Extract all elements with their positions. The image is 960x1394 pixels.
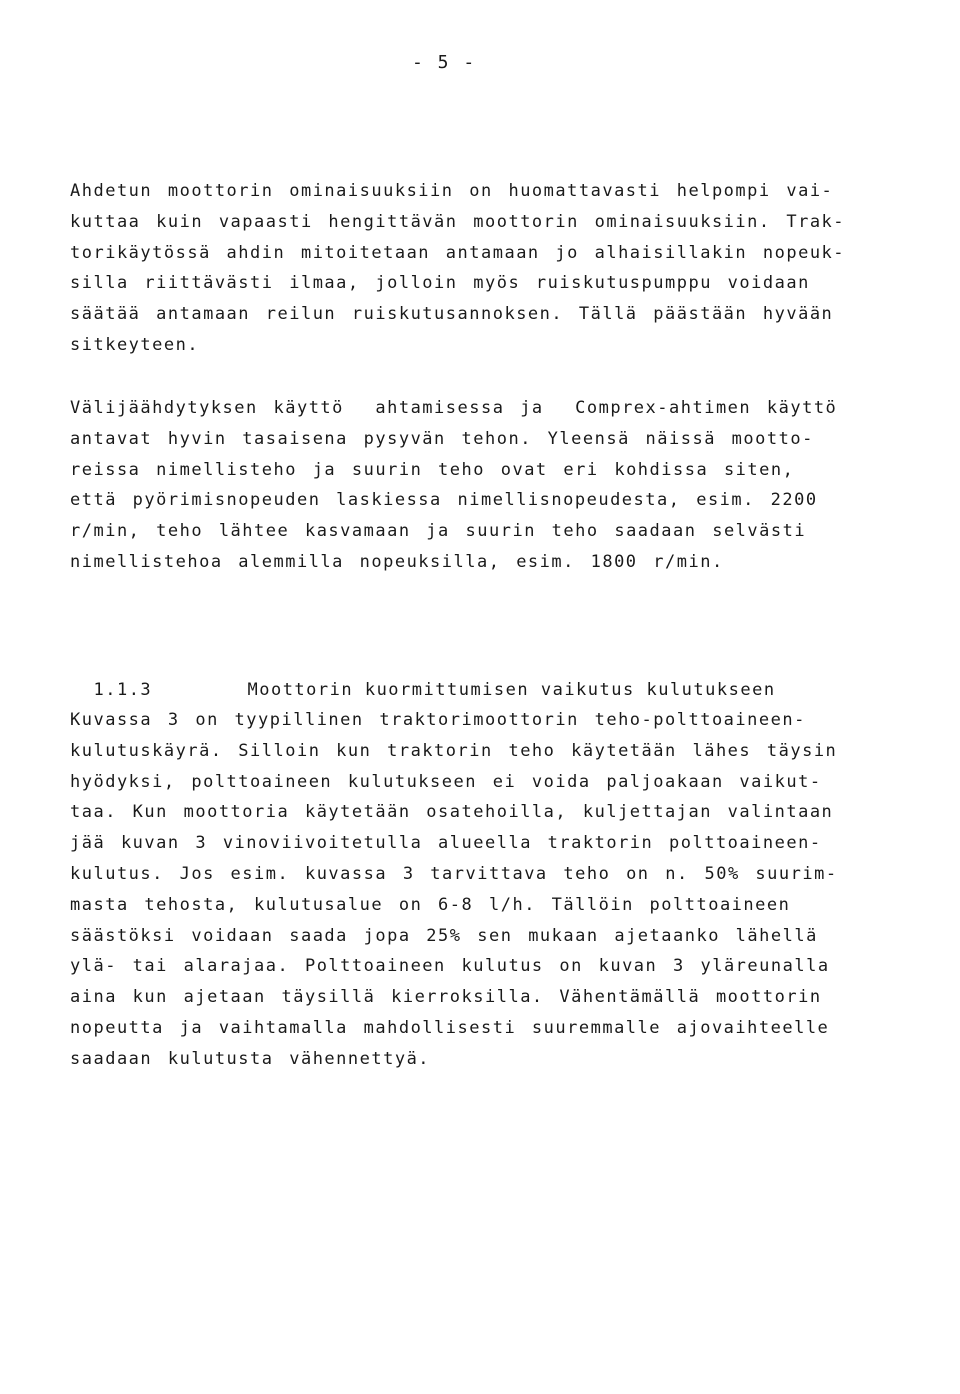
page-number: - 5 - bbox=[412, 52, 477, 73]
section-title: Moottorin kuormittumisen vaikutus kulutukseen bbox=[247, 680, 776, 700]
section-number: 1.1.3 bbox=[93, 680, 153, 700]
paragraph-line: kulutus. Jos esim. kuvassa 3 tarvittava teho on n. 50% suurim- bbox=[70, 863, 838, 884]
paragraph-line: säästöksi voidaan saada jopa 25% sen mukaan ajetaanko lähellä bbox=[70, 925, 818, 946]
paragraph-line: taa. Kun moottoria käytetään osatehoilla, kuljettajan valintaan bbox=[70, 802, 834, 823]
paragraph-line: masta tehosta, kulutusalue on 6-8 l/h. Tällöin polttoaineen bbox=[70, 894, 791, 915]
paragraph-intercooling bbox=[70, 393, 900, 578]
paragraph-line: sitkeyteen. bbox=[70, 334, 200, 355]
paragraph-line: silla riittävästi ilmaa, jolloin myös ruiskutuspumppu voidaan bbox=[70, 273, 810, 294]
paragraph-turbocharged-engine bbox=[70, 176, 900, 361]
paragraph-line: hyödyksi, polttoaineen kulutukseen ei voida paljoakaan vaikut- bbox=[70, 771, 822, 792]
paragraph-line: ylä- tai alarajaa. Polttoaineen kulutus on kuvan 3 yläreunalla bbox=[70, 956, 830, 977]
paragraph-line: antavat hyvin tasaisena pysyvän tehon. Yleensä näissä mootto- bbox=[70, 428, 814, 449]
paragraph-line: että pyörimisnopeuden laskiessa nimellisnopeudesta, esim. 2200 bbox=[70, 490, 818, 511]
paragraph-line: nimellistehoa alemmilla nopeuksilla, esim. 1800 r/min. bbox=[70, 551, 724, 572]
paragraph-line: jää kuvan 3 vinoviivoitetulla alueella traktorin polttoaineen- bbox=[70, 833, 822, 854]
paragraph-line: nopeutta ja vaihtamalla mahdollisesti suuremmalle ajovaihteelle bbox=[70, 1017, 830, 1038]
paragraph-line: torikäytössä ahdin mitoitetaan antamaan jo alhaisillakin nopeuk- bbox=[70, 242, 846, 263]
paragraph-line: Ahdetun moottorin ominaisuuksiin on huomattavasti helpompi vai- bbox=[70, 181, 834, 201]
section-heading bbox=[70, 645, 776, 705]
paragraph-line: Välijäähdytyksen käyttö ahtamisessa ja Comprex-ahtimen käyttö bbox=[70, 398, 838, 418]
paragraph-line: kulutuskäyrä. Silloin kun traktorin teho käytetään lähes täysin bbox=[70, 740, 838, 761]
paragraph-line: kuttaa kuin vapaasti hengittävän moottorin ominaisuuksiin. Trak- bbox=[70, 211, 846, 232]
paragraph-line: säätää antamaan reilun ruiskutusannoksen. Tällä päästään hyvään bbox=[70, 304, 834, 325]
paragraph-line: saadaan kulutusta vähennettyä. bbox=[70, 1048, 431, 1069]
paragraph-line: reissa nimellisteho ja suurin teho ovat eri kohdissa siten, bbox=[70, 459, 795, 480]
paragraph-line: Kuvassa 3 on tyypillinen traktorimoottorin teho-polttoaineen- bbox=[70, 710, 806, 730]
paragraph-fuel-consumption bbox=[70, 705, 900, 1075]
paragraph-line: aina kun ajetaan täysillä kierroksilla. Vähentämällä moottorin bbox=[70, 987, 822, 1008]
paragraph-line: r/min, teho lähtee kasvamaan ja suurin teho saadaan selvästi bbox=[70, 521, 807, 542]
